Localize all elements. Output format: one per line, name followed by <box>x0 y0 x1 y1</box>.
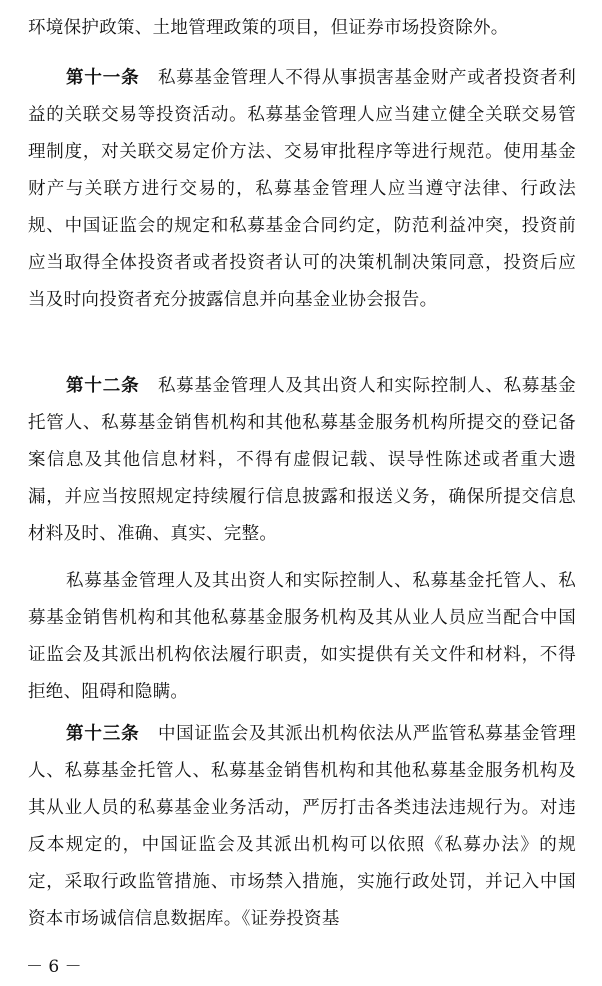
article-13 <box>28 716 576 938</box>
article-12-paragraph-2 <box>28 563 576 711</box>
article-heading: 第十三条 <box>66 724 140 744</box>
page-number: － 6 － <box>26 957 82 977</box>
article-heading: 第十二条 <box>66 376 140 396</box>
paragraph-text: 中国证监会及其派出机构依法从严监管私募基金管理人、私募基金托管人、私募基金销售机构和其他私募基金服务机构及其从业人员的私募基金业务活动，严厉打击各类违法违规行为。对违反本规定的，中国证监会及其派出机构可以依照《私募办法》的规定，采取行政监管措施、市场禁入措施，实施行政处罚，并记入中国资本市场诚信信息数据库。《证券投资基 <box>28 724 577 929</box>
paragraph-text: 私募基金管理人及其出资人和实际控制人、私募基金托管人、私募基金销售机构和其他私募基金服务机构及其从业人员应当配合中国证监会及其派出机构依法履行职责，如实提供有关文件和材料，不得拒绝、阻碍和隐瞒。 <box>28 571 576 702</box>
paragraph-continuation <box>28 10 576 47</box>
article-12 <box>28 368 576 553</box>
article-11 <box>28 60 576 319</box>
paragraph-text: 私募基金管理人不得从事损害基金财产或者投资者利益的关联交易等投资活动。私募基金管理人应当建立健全关联交易管理制度，对关联交易定价方法、交易审批程序等进行规范。使用基金财产与关联方进行交易的，私募基金管理人应当遵守法律、行政法规、中国证监会的规定和私募基金合同约定，防范利益冲突，投资前应当取得全体投资者或者投资者认可的决策机制决策同意，投资后应当及时向投资者充分披露信息并向基金业协会报告。 <box>28 68 577 310</box>
article-heading: 第十一条 <box>66 68 140 88</box>
paragraph-text: 私募基金管理人及其出资人和实际控制人、私募基金托管人、私募基金销售机构和其他私募基金服务机构所提交的登记备案信息及其他信息材料，不得有虚假记载、误导性陈述或者重大遗漏，并应当按照规定持续履行信息披露和报送义务，确保所提交信息材料及时、准确、真实、完整。 <box>28 376 577 544</box>
paragraph-text: 环境保护政策、土地管理政策的项目，但证券市场投资除外。 <box>28 18 509 38</box>
